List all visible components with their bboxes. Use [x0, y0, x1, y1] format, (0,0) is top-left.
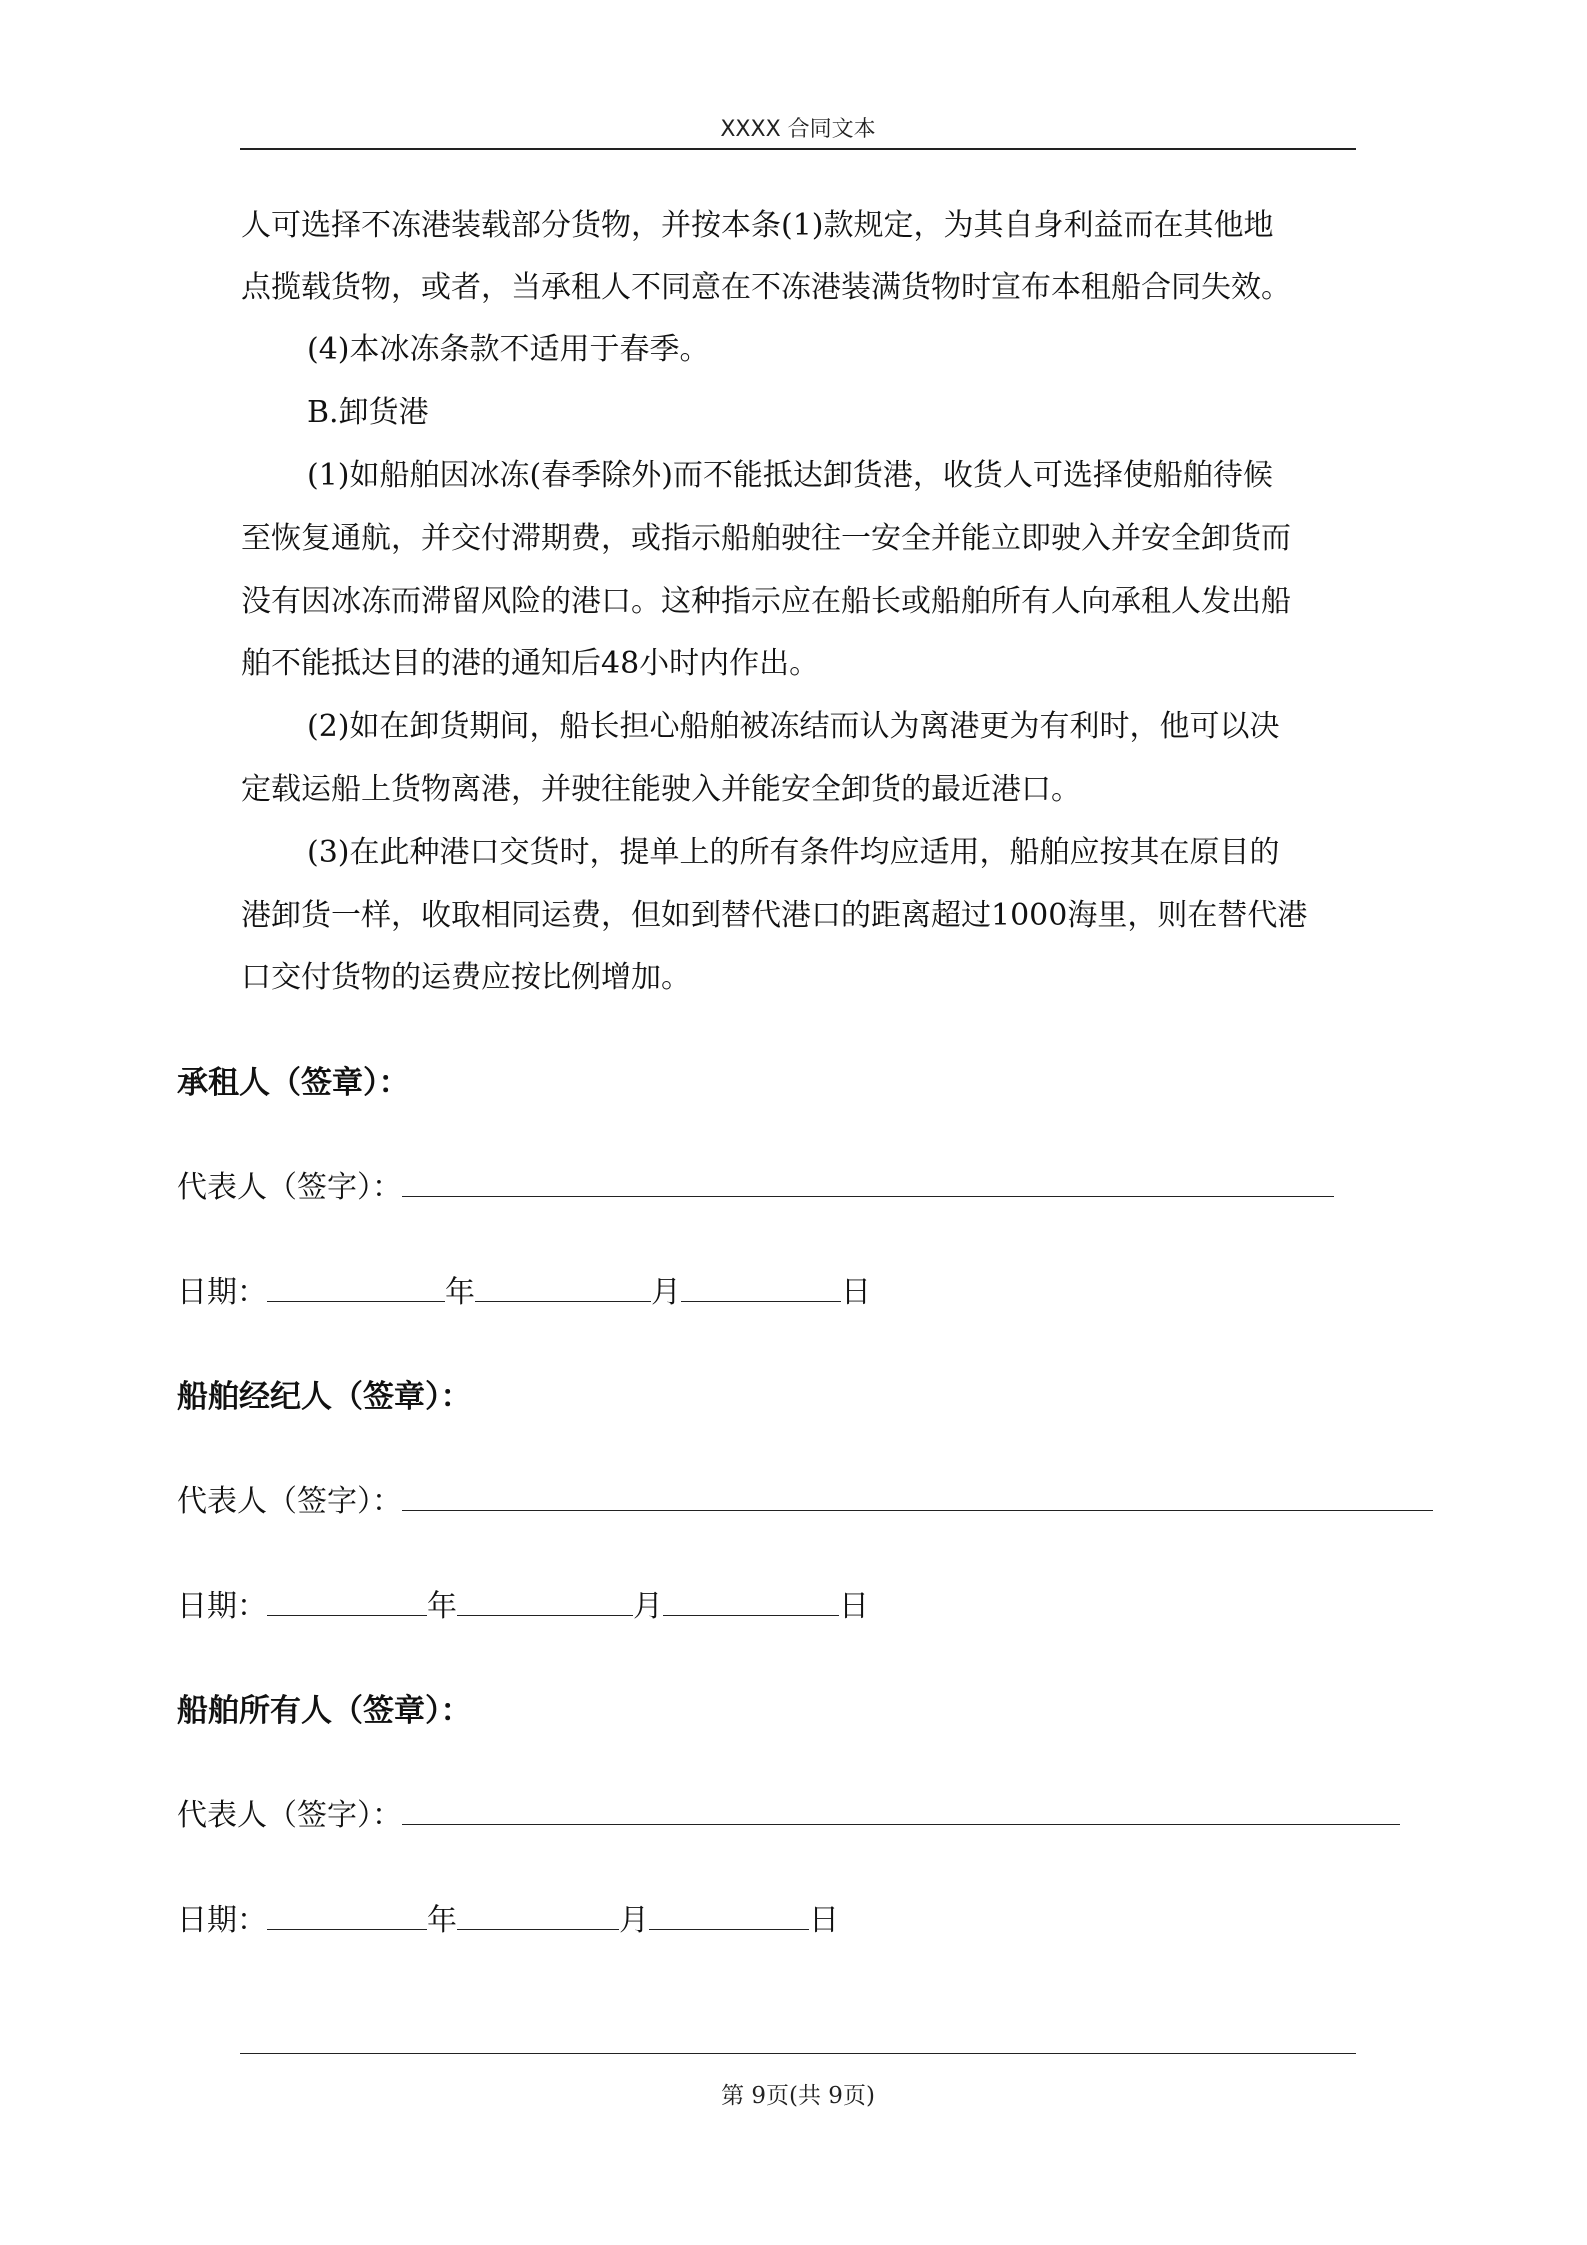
- signature-title: 船舶所有人（签章）：: [177, 1693, 472, 1729]
- day-field[interactable]: [663, 1587, 839, 1616]
- day-label: 日: [839, 1589, 869, 1624]
- clause-line: (1)如船舶因冰冻(春季除外)而不能抵达卸货港，收货人可选择使船舶待候: [307, 458, 1273, 493]
- signature-title: 承租人（签章）：: [177, 1065, 410, 1101]
- footer-rule: [240, 2053, 1356, 2054]
- day-label: 日: [841, 1275, 871, 1310]
- month-field[interactable]: [475, 1273, 651, 1302]
- month-field[interactable]: [457, 1587, 633, 1616]
- date-row: [177, 1900, 839, 1942]
- month-label: 月: [619, 1903, 649, 1938]
- clause-line: 至恢复通航，并交付滞期费，或指示船舶驶往一安全并能立即驶入并安全卸货而: [241, 521, 1291, 556]
- year-field[interactable]: [267, 1587, 427, 1616]
- clause-line: (4)本冰冻条款不适用于春季。: [307, 332, 710, 367]
- day-label: 日: [809, 1903, 839, 1938]
- representative-row: [177, 1795, 1400, 1837]
- clause-line: 点揽载货物，或者，当承租人不同意在不冻港装满货物时宣布本租船合同失效。: [241, 270, 1291, 305]
- clause-line: 人可选择不冻港装载部分货物，并按本条(1)款规定，为其自身利益而在其他地: [241, 208, 1274, 243]
- clause-line: 舶不能抵达目的港的通知后48小时内作出。: [241, 646, 820, 681]
- month-label: 月: [651, 1275, 681, 1310]
- month-field[interactable]: [457, 1901, 619, 1930]
- header-title: XXXX 合同文本: [720, 117, 876, 142]
- year-field[interactable]: [267, 1901, 427, 1930]
- representative-signature-field[interactable]: [402, 1168, 1334, 1197]
- date-row: [177, 1586, 869, 1628]
- year-label: 年: [427, 1903, 457, 1938]
- clause-line: 定载运船上货物离港，并驶往能驶入并能安全卸货的最近港口。: [241, 772, 1081, 807]
- page-number: 第 9页(共 9页): [721, 2083, 875, 2109]
- header-rule: [240, 148, 1356, 150]
- representative-row: [177, 1481, 1433, 1523]
- representative-signature-field[interactable]: [402, 1796, 1400, 1825]
- day-field[interactable]: [649, 1901, 809, 1930]
- date-row: [177, 1272, 871, 1314]
- clause-line: 口交付货物的运费应按比例增加。: [241, 960, 691, 995]
- representative-label: 代表人（签字）：: [177, 1798, 402, 1833]
- day-field[interactable]: [681, 1273, 841, 1302]
- clause-line: 没有因冰冻而滞留风险的港口。这种指示应在船长或船舶所有人向承租人发出船: [241, 584, 1291, 619]
- clause-line: (2)如在卸货期间，船长担心船舶被冻结而认为离港更为有利时，他可以决: [307, 709, 1280, 744]
- date-label: 日期：: [177, 1903, 267, 1938]
- year-label: 年: [427, 1589, 457, 1624]
- year-label: 年: [445, 1275, 475, 1310]
- representative-label: 代表人（签字）：: [177, 1484, 402, 1519]
- section-heading: B.卸货港: [307, 395, 429, 430]
- representative-row: [177, 1167, 1334, 1209]
- date-label: 日期：: [177, 1275, 267, 1310]
- representative-label: 代表人（签字）：: [177, 1170, 402, 1205]
- month-label: 月: [633, 1589, 663, 1624]
- clause-line: (3)在此种港口交货时，提单上的所有条件均应适用，船舶应按其在原目的: [307, 835, 1280, 870]
- date-label: 日期：: [177, 1589, 267, 1624]
- clause-line: 港卸货一样，收取相同运费，但如到替代港口的距离超过1000海里，则在替代港: [241, 898, 1308, 933]
- signature-title: 船舶经纪人（签章）：: [177, 1379, 472, 1415]
- representative-signature-field[interactable]: [402, 1482, 1433, 1511]
- year-field[interactable]: [267, 1273, 445, 1302]
